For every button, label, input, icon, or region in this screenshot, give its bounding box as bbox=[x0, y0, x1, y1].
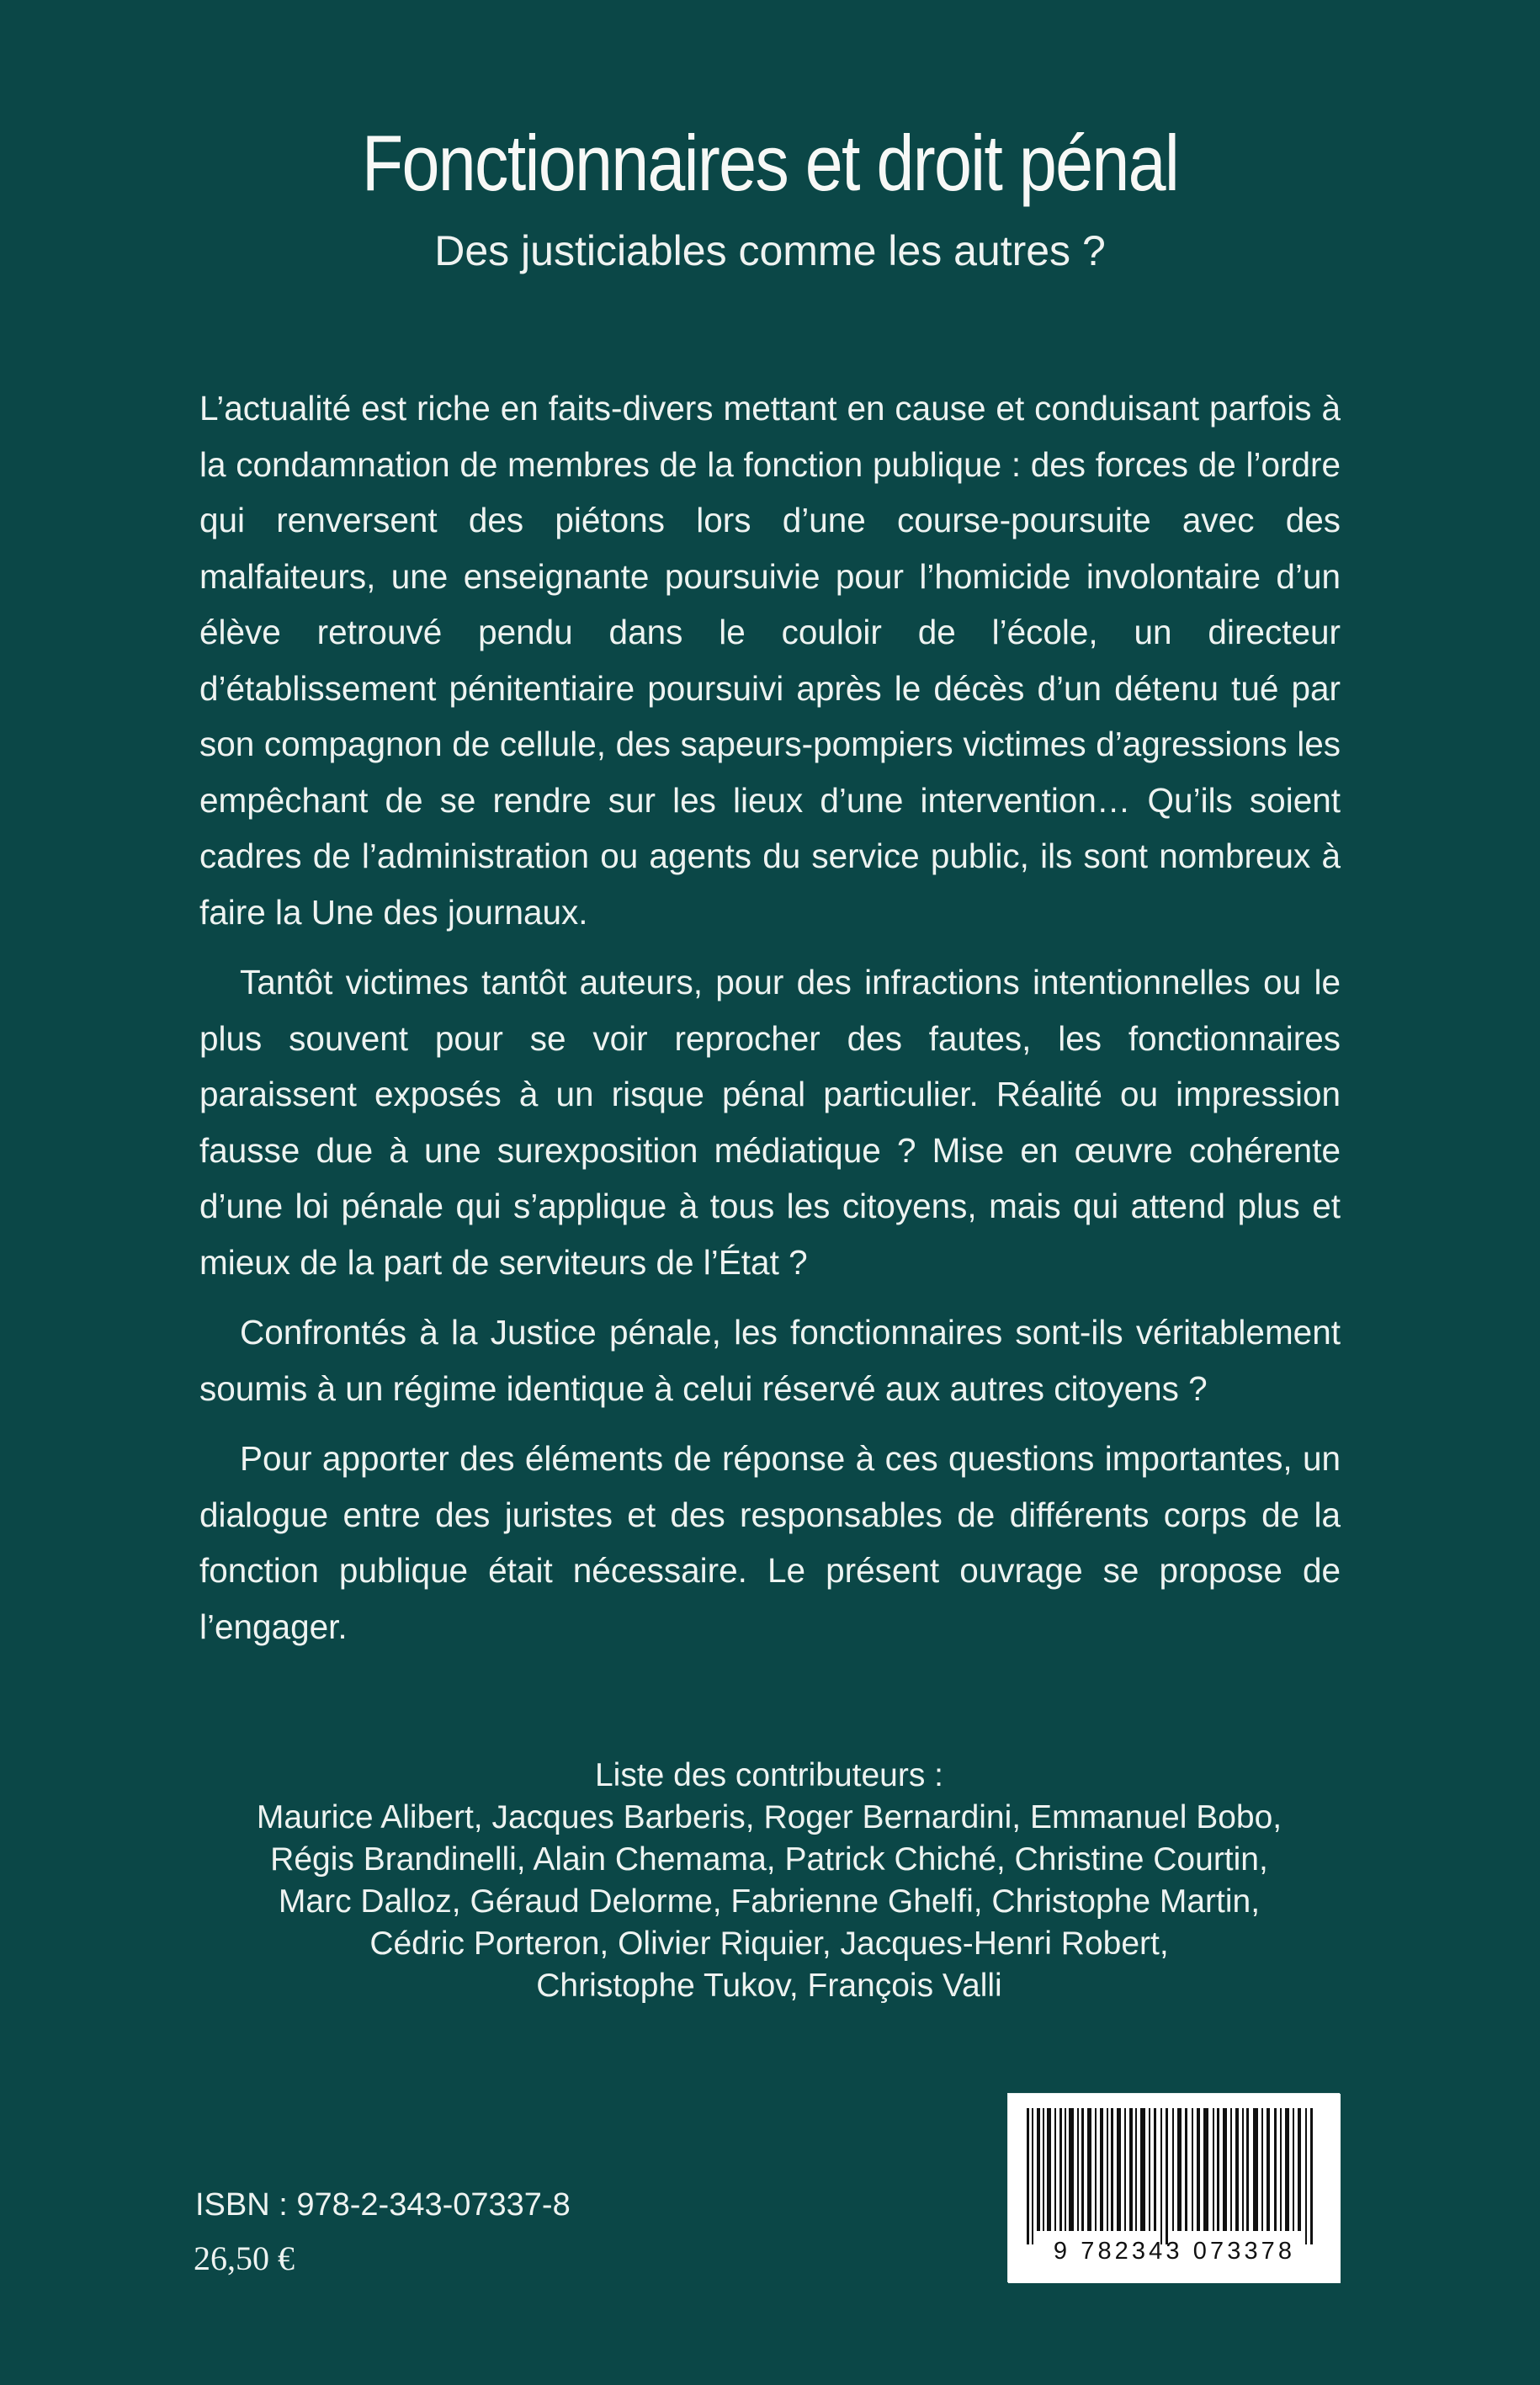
book-subtitle: Des justiciables comme les autres ? bbox=[434, 227, 1106, 274]
contributors-line: Maurice Alibert, Jacques Barberis, Roger Bernardini, Emmanuel Bobo, bbox=[256, 1799, 1282, 1835]
description-paragraph: Confrontés à la Justice pénale, les fonctionnaires sont-ils véritablement soumis à un régime identique à celui réservé aux autres citoyens ? bbox=[199, 1313, 1341, 1408]
description-paragraph: Pour apporter des éléments de réponse à ces questions importantes, un dialogue entre des juristes et des responsables de différents corps de la fonction publique était nécessaire. Le présent ouvrage se propose de l’engager. bbox=[199, 1439, 1341, 1646]
contributors-line: Christophe Tukov, François Valli bbox=[536, 1968, 1002, 2004]
contributors-line: Régis Brandinelli, Alain Chemama, Patrick Chiché, Christine Courtin, bbox=[270, 1841, 1268, 1878]
isbn-label: ISBN : 978-2-343-07337-8 bbox=[195, 2187, 571, 2223]
contributors-heading: Liste des contributeurs : bbox=[594, 1757, 944, 1793]
price-label: 26,50 € bbox=[194, 2239, 295, 2277]
book-title: Fonctionnaires et droit pénal bbox=[361, 119, 1179, 207]
contributors-line: Marc Dalloz, Géraud Delorme, Fabrienne Ghelfi, Christophe Martin, bbox=[278, 1883, 1261, 1920]
contributors-line: Cédric Porteron, Olivier Riquier, Jacques-Henri Robert, bbox=[369, 1926, 1169, 1962]
barcode-number: 9 782343 073378 bbox=[1053, 2238, 1296, 2265]
description-paragraph: Tantôt victimes tantôt auteurs, pour des infractions intentionnelles ou le plus souvent pour se voir reprocher des fautes, les fonctionnaires paraissent exposés à un risque pénal particulier. Réalité ou impression fausse due à une surexposition médiatique ? Mise en œuvre cohérente d’une loi pénale qui s’applique à tous les citoyens, mais qui attend plus et mieux de la part de serviteurs de l’État ? bbox=[199, 963, 1341, 1282]
book-description bbox=[199, 380, 1341, 1669]
contributors-section bbox=[172, 1755, 1367, 2007]
description-paragraph: L’actualité est riche en faits-divers mettant en cause et conduisant parfois à la condamnation de membres de la fonction publique : des forces de l’ordre qui renversent des piétons lors d’une course-poursuite avec des malfaiteurs, une enseignante poursuivie pour l’homicide involontaire d’un élève retrouvé pendu dans le couloir de l’école, un directeur d’établissement pénitentiaire poursuivi après le décès d’un détenu tué par son compagnon de cellule, des sapeurs-pompiers victimes d’agressions les empêchant de se rendre sur les lieux d’une intervention… Qu’ils soient cadres de l’administration ou agents du service public, ils sont nombreux à faire la Une des journaux. bbox=[199, 389, 1341, 932]
barcode-box bbox=[1007, 2093, 1340, 2282]
